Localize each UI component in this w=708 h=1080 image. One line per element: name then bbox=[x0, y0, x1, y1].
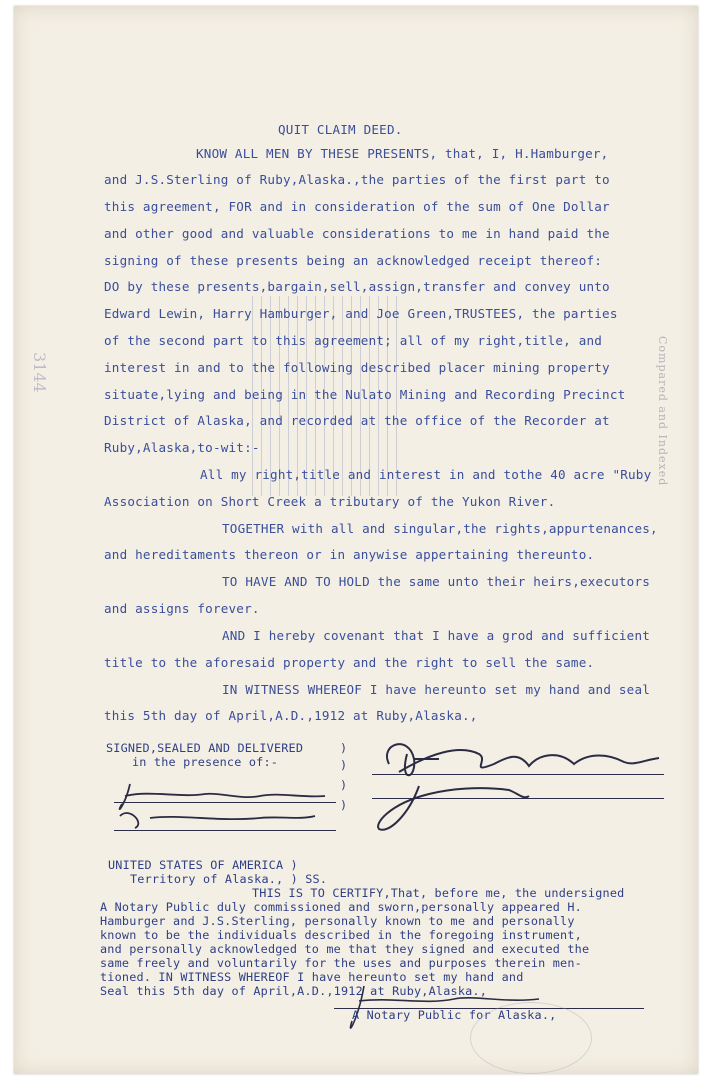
body-line-4: and other good and valuable considerations to me in hand paid the bbox=[104, 226, 610, 241]
margin-note: 3144 bbox=[30, 352, 49, 393]
body-line-22: this 5th day of April,A.D.,1912 at Ruby,Alaska., bbox=[104, 708, 478, 723]
body-line-1: KNOW ALL MEN BY THESE PRESENTS, that, I, H.Hamburger, bbox=[196, 146, 609, 161]
bracket-2: ) bbox=[340, 758, 348, 772]
body-line-13: All my right,title and interest in and tothe 40 acre "Ruby bbox=[200, 467, 652, 482]
body-line-12: Ruby,Alaska,to-wit:- bbox=[104, 440, 260, 455]
body-line-21: IN WITNESS WHEREOF I have hereunto set my hand and seal bbox=[222, 682, 651, 697]
notary-line-7: and personally acknowledged to me that they signed and executed the bbox=[100, 942, 590, 956]
notary-line-4: A Notary Public duly commissioned and sworn,personally appeared H. bbox=[100, 900, 582, 914]
deed-title: QUIT CLAIM DEED. bbox=[278, 122, 403, 137]
notary-seal-impression bbox=[470, 1002, 592, 1074]
witness-signatures-image bbox=[110, 776, 340, 836]
signed-label: SIGNED,SEALED AND DELIVERED bbox=[106, 741, 304, 755]
body-line-6: DO by these presents,bargain,sell,assign,transfer and convey unto bbox=[104, 279, 610, 294]
body-line-9: interest in and to the following described placer mining property bbox=[104, 360, 610, 375]
body-line-11: District of Alaska, and recorded at the office of the Recorder at bbox=[104, 413, 610, 428]
body-line-16: and hereditaments thereon or in anywise appertaining thereunto. bbox=[104, 547, 595, 562]
notary-line-1: UNITED STATES OF AMERICA ) bbox=[108, 858, 298, 872]
bracket-3: ) bbox=[340, 778, 348, 792]
notary-line-6: known to be the individuals described in the foregoing instrument, bbox=[100, 928, 582, 942]
presence-label: in the presence of:- bbox=[132, 755, 279, 769]
notary-line-10: Seal this 5th day of April,A.D.,1912 at Ruby,Alaska., bbox=[100, 984, 488, 998]
body-line-15: TOGETHER with all and singular,the rights,appurtenances, bbox=[222, 521, 658, 536]
notary-line-2: Territory of Alaska., ) SS. bbox=[130, 872, 328, 886]
bracket-1: ) bbox=[340, 741, 348, 755]
body-line-10: situate,lying and being in the Nulato Mining and Recording Precinct bbox=[104, 387, 626, 402]
notary-title: A Notary Public for Alaska., bbox=[352, 1008, 557, 1022]
body-line-20: title to the aforesaid property and the right to sell the same. bbox=[104, 655, 595, 670]
body-line-2: and J.S.Sterling of Ruby,Alaska.,the parties of the first part to bbox=[104, 172, 610, 187]
notary-line-3: THIS IS TO CERTIFY,That, before me, the undersigned bbox=[252, 886, 625, 900]
body-line-3: this agreement, FOR and in consideration of the sum of One Dollar bbox=[104, 199, 610, 214]
body-line-5: signing of these presents being an acknowledged receipt thereof: bbox=[104, 253, 603, 268]
body-line-18: and assigns forever. bbox=[104, 601, 260, 616]
body-line-19: AND I hereby covenant that I have a grod and sufficient bbox=[222, 628, 651, 643]
document-page bbox=[14, 6, 698, 1074]
notary-line-5: Hamburger and J.S.Sterling, personally known to me and personally bbox=[100, 914, 575, 928]
body-line-8: of the second part to this agreement; all of my right,title, and bbox=[104, 333, 603, 348]
notary-line-9: tioned. IN WITNESS WHEREOF I have hereunto set my hand and bbox=[100, 970, 524, 984]
grantor-signatures-image bbox=[369, 724, 669, 844]
side-stamp: Compared and Indexed bbox=[656, 336, 669, 487]
body-line-7: Edward Lewin, Harry Hamburger, and Joe Green,TRUSTEES, the parties bbox=[104, 306, 618, 321]
notary-line-8: same freely and voluntarily for the uses and purposes therein men- bbox=[100, 956, 582, 970]
bracket-4: ) bbox=[340, 798, 348, 812]
body-line-17: TO HAVE AND TO HOLD the same unto their heirs,executors bbox=[222, 574, 651, 589]
body-line-14: Association on Short Creek a tributary of the Yukon River. bbox=[104, 494, 556, 509]
